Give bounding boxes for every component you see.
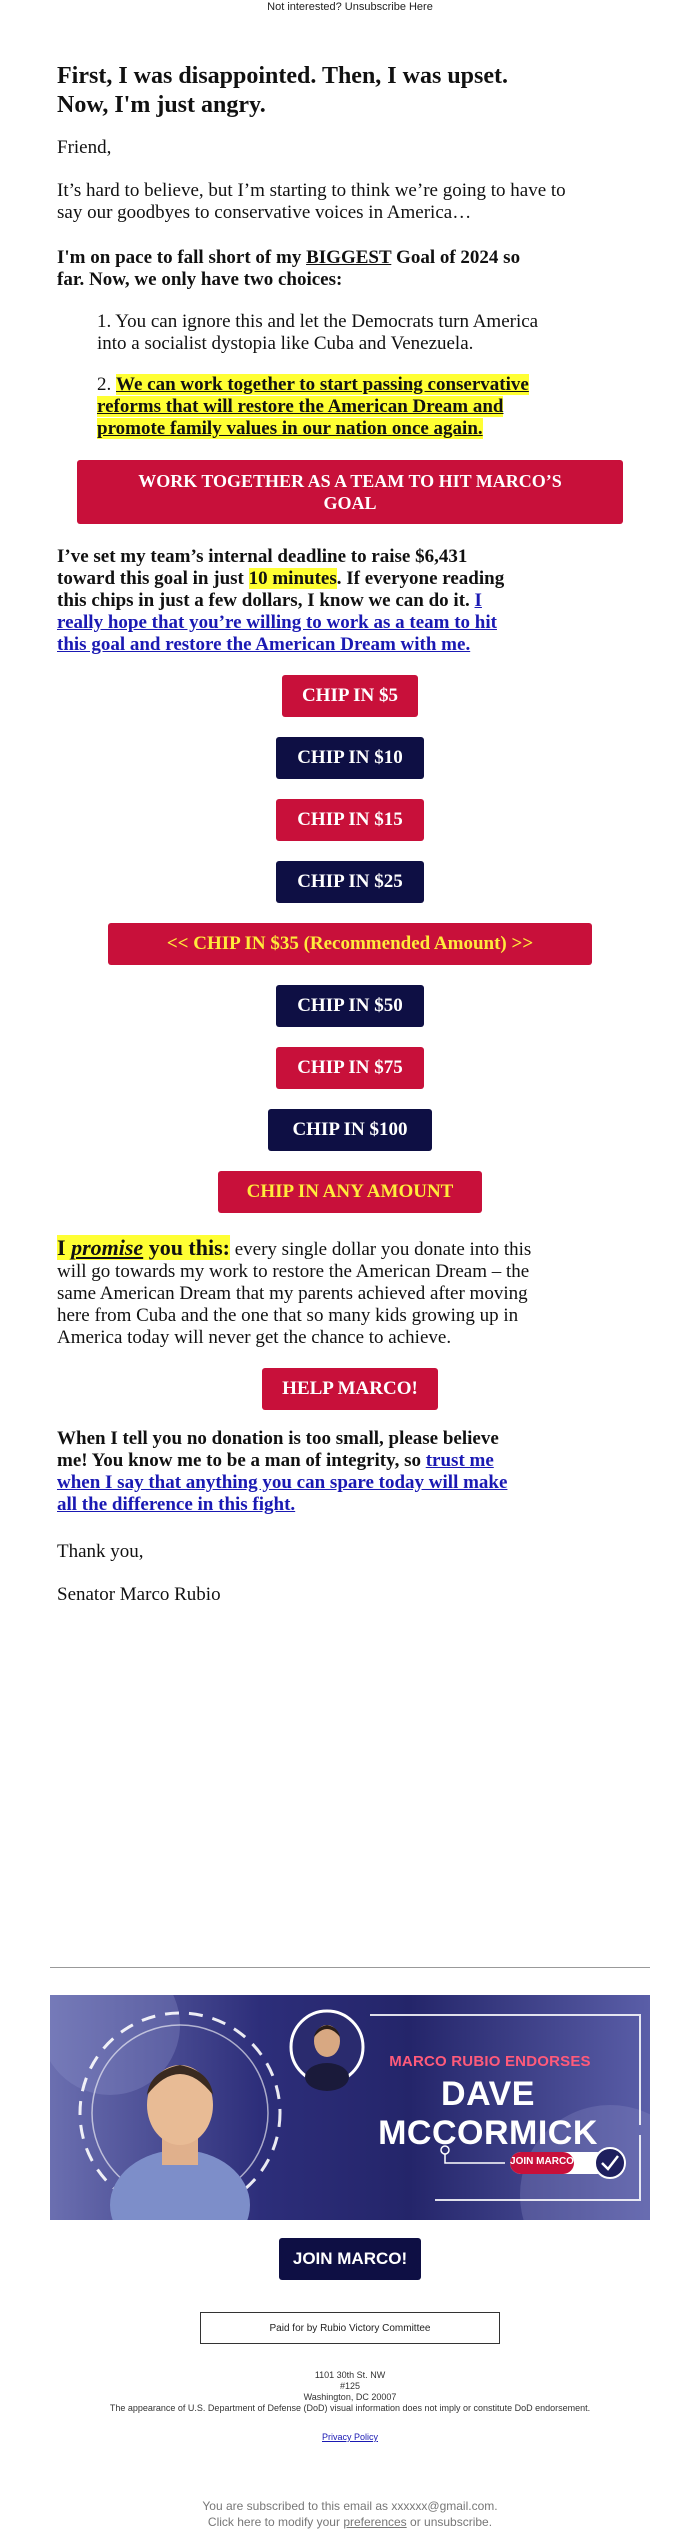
trust-me-link[interactable]: trust me xyxy=(425,1450,494,1471)
deadline-line-2-pre: toward this goal in just xyxy=(57,568,249,589)
promise-paragraph xyxy=(57,1237,643,1349)
chip-in-any-amount-button[interactable]: CHIP IN ANY AMOUNT xyxy=(218,1171,482,1213)
goal-text-post: Goal of 2024 so xyxy=(391,247,521,268)
banner-endorses-text: MARCO RUBIO ENDORSES xyxy=(389,2053,591,2070)
address-line-1: 1101 30th St. NW xyxy=(314,2370,386,2380)
promise-line-2: will go towards my work to restore the American Dream – the xyxy=(57,1261,530,1282)
modify-text-post: or unsubscribe. xyxy=(406,2515,493,2529)
greeting: Friend, xyxy=(57,137,112,158)
choice-1-line-2: into a socialist dystopia like Cuba and Venezuela. xyxy=(97,333,474,354)
privacy-policy-link[interactable]: Privacy Policy xyxy=(321,2432,378,2442)
chip-in-35-recommended-button[interactable]: << CHIP IN $35 (Recommended Amount) >> xyxy=(108,923,592,965)
promise-i: I xyxy=(57,1235,72,1260)
choice-2-line-3[interactable]: promote family values in our nation once again. xyxy=(97,418,483,439)
promise-word: promise xyxy=(71,1235,144,1260)
intro-line-2: say our goodbyes to conservative voices in America… xyxy=(57,202,472,223)
intro-paragraph xyxy=(57,180,643,224)
goal-paragraph xyxy=(57,247,643,291)
chip-in-75-button[interactable]: CHIP IN $75 xyxy=(276,1047,424,1089)
promise-line-5: America today will never get the chance to achieve. xyxy=(57,1327,452,1348)
deadline-minutes-highlight: 10 minutes xyxy=(248,568,337,589)
banner-candidate-name: DAVE MCCORMICK xyxy=(378,2075,598,2152)
chip-in-10-button[interactable]: CHIP IN $10 xyxy=(276,737,424,779)
banner-join-pill: JOIN MARCO xyxy=(510,2156,574,2167)
address-line-3: Washington, DC 20007 xyxy=(303,2392,397,2402)
signature: Senator Marco Rubio xyxy=(57,1584,221,1605)
mailing-address xyxy=(0,2370,700,2414)
choice-1-line-1: 1. You can ignore this and let the Democrats turn America xyxy=(97,311,539,332)
chip-in-15-button[interactable]: CHIP IN $15 xyxy=(276,799,424,841)
chip-in-25-button[interactable]: CHIP IN $25 xyxy=(276,861,424,903)
privacy-policy-wrap xyxy=(0,2432,700,2442)
dod-disclaimer: The appearance of U.S. Department of Defense (DoD) visual information does not imply or constitute DoD endorsement. xyxy=(109,2403,591,2413)
modify-text: Click here to modify your xyxy=(207,2515,344,2529)
chip-in-5-button[interactable]: CHIP IN $5 xyxy=(282,675,418,717)
promise-highlight xyxy=(57,1235,230,1260)
preferences-link[interactable]: preferences xyxy=(343,2515,407,2529)
goal-line-2: far. Now, we only have two choices: xyxy=(57,269,343,290)
headline-line-1: First, I was disappointed. Then, I was upset. xyxy=(57,63,508,89)
paid-for-box: Paid for by Rubio Victory Committee xyxy=(200,2312,500,2344)
choice-1 xyxy=(97,311,643,355)
promise-line-1-rest: every single dollar you donate into this xyxy=(229,1239,532,1260)
deadline-line-2-post: . If everyone reading xyxy=(336,568,505,589)
choice-2-number: 2. xyxy=(97,374,116,395)
subscribed-period: . xyxy=(494,2499,498,2513)
subscription-info xyxy=(0,2498,700,2530)
goal-text-pre: I'm on pace to fall short of my xyxy=(57,247,307,268)
deadline-line-1: I’ve set my team’s internal deadline to raise $6,431 xyxy=(57,546,468,567)
choice-2-line-1[interactable]: We can work together to start passing conservative xyxy=(116,374,529,395)
subscriber-email: xxxxxx@gmail.com xyxy=(391,2499,495,2513)
choice-2 xyxy=(97,374,643,440)
top-unsubscribe-link[interactable]: Not interested? Unsubscribe Here xyxy=(267,1,433,13)
promise-line-3: same American Dream that my parents achieved after moving xyxy=(57,1283,528,1304)
intro-line-1: It’s hard to believe, but I’m starting to think we’re going to have to xyxy=(57,180,566,201)
headline-line-2: Now, I'm just angry. xyxy=(57,92,266,118)
join-marco-button[interactable]: JOIN MARCO! xyxy=(279,2238,421,2280)
promise-line-4: here from Cuba and the one that so many kids growing up in xyxy=(57,1305,519,1326)
small-donation-paragraph xyxy=(57,1428,643,1516)
deadline-line-3-pre: this chips in just a few dollars, I know we can do it. xyxy=(57,590,475,611)
small-donation-line-2-pre: me! You know me to be a man of integrity, so xyxy=(57,1450,426,1471)
headline xyxy=(57,62,643,120)
deadline-paragraph xyxy=(57,546,643,656)
work-together-button[interactable] xyxy=(77,460,623,524)
deadline-link-line-2[interactable]: really hope that you’re willing to work as a team to hit xyxy=(57,612,497,633)
help-marco-button[interactable]: HELP MARCO! xyxy=(262,1368,438,1410)
address-line-2: #125 xyxy=(339,2381,361,2391)
chip-in-100-button[interactable]: CHIP IN $100 xyxy=(268,1109,432,1151)
thank-you: Thank you, xyxy=(57,1541,144,1562)
goal-biggest: BIGGEST xyxy=(306,247,392,268)
footer-divider xyxy=(50,1967,650,1968)
promise-rest: you this: xyxy=(143,1235,230,1260)
choice-2-line-2[interactable]: reforms that will restore the American Dream and xyxy=(97,396,504,417)
endorsement-banner[interactable] xyxy=(50,1995,650,2220)
deadline-link-line-3[interactable]: this goal and restore the American Dream with me. xyxy=(57,634,471,655)
trust-me-link-line-3[interactable]: all the difference in this fight. xyxy=(57,1494,296,1515)
work-together-line-1: WORK TOGETHER AS A TEAM TO HIT MARCO’S xyxy=(138,471,562,491)
work-together-line-2: GOAL xyxy=(323,493,377,513)
trust-me-link-line-2[interactable]: when I say that anything you can spare today will make xyxy=(57,1472,508,1493)
deadline-link-start[interactable]: I xyxy=(474,590,482,611)
small-donation-line-1: When I tell you no donation is too small, please believe xyxy=(57,1428,499,1449)
subscribed-text: You are subscribed to this email as xyxy=(202,2499,392,2513)
chip-in-50-button[interactable]: CHIP IN $50 xyxy=(276,985,424,1027)
